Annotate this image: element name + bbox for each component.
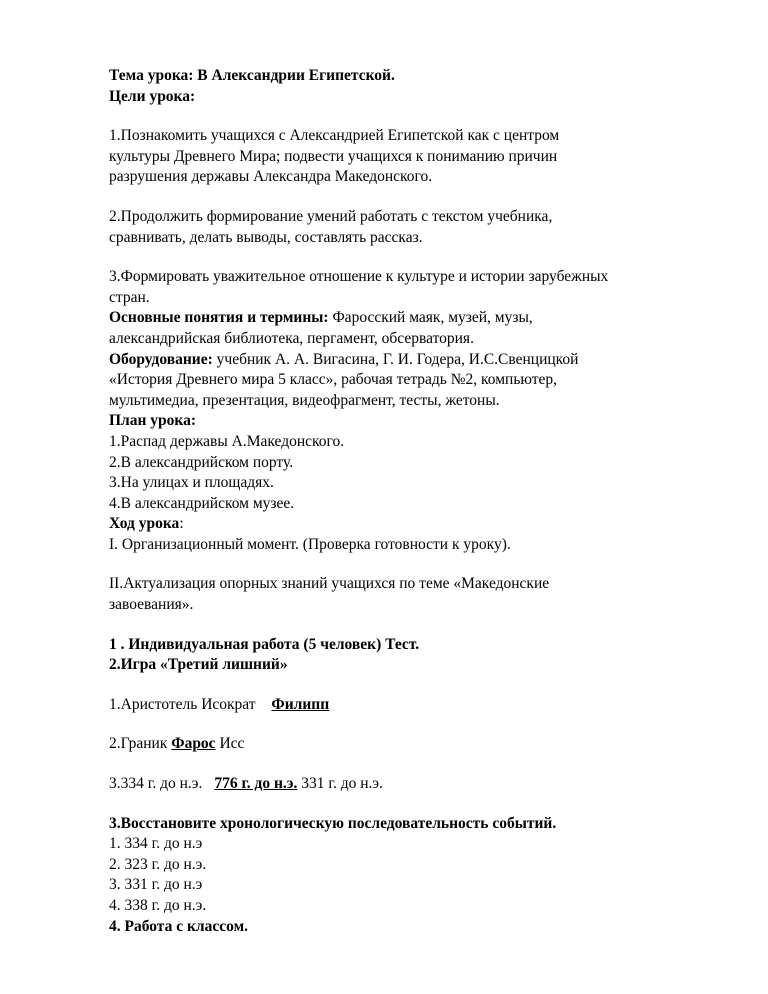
plan-heading: План урока: xyxy=(109,412,197,430)
course-colon: : xyxy=(179,515,184,533)
odd-options: 3.334 г. до н.э. xyxy=(109,775,203,793)
equipment-paragraph xyxy=(109,350,709,371)
stage-2-cont: завоевания». xyxy=(109,596,194,614)
plan-item: 4.В александрийском музее. xyxy=(109,494,295,512)
stage-1: I. Организационный момент. (Проверка готовности к уроку). xyxy=(109,535,511,553)
odd-answer: Фарос xyxy=(171,735,216,753)
goals-heading: Цели урока: xyxy=(109,87,196,105)
concepts-paragraph xyxy=(109,308,709,329)
chronology-item: 1. 334 г. до н.э xyxy=(109,835,203,853)
concepts-text: Фаросский маяк, музей, музы, xyxy=(328,309,533,327)
chronology-item: 3. 331 г. до н.э xyxy=(109,876,203,894)
plan-item: 2.В александрийском порту. xyxy=(109,453,294,471)
concepts-label: Основные понятия и термины: xyxy=(109,309,329,327)
task-1: 1 . Индивидуальная работа (5 человек) Тест. xyxy=(109,635,420,653)
goal-line: 1.Познакомить учащихся с Александрией Египетской как с центром xyxy=(109,127,560,145)
odd-options: 1.Аристотель Исократ xyxy=(109,695,260,713)
odd-options: 2.Граник xyxy=(109,735,172,753)
chronology-heading: 3.Восстановите хронологическую последовательность событий. xyxy=(109,814,557,832)
equipment-text: учебник А. А. Вигасина, Г. И. Годера, И.С.Свенцицкой xyxy=(212,350,579,368)
goal-line: 3.Формировать уважительное отношение к культуре и истории зарубежных xyxy=(109,268,609,286)
odd-answer: Филипп xyxy=(271,695,330,713)
odd-one-out-row xyxy=(109,734,709,755)
goal-line: 2.Продолжить формирование умений работать с текстом учебника, xyxy=(109,207,553,225)
equipment-text-cont: «История Древнего мира 5 класс», рабочая тетрадь №2, компьютер, xyxy=(109,371,558,389)
plan-item: 3.На улицах и площадях. xyxy=(109,474,274,492)
plan-item: 1.Распад державы А.Македонского. xyxy=(109,432,345,450)
odd-options: Исс xyxy=(215,735,245,753)
odd-answer: 776 г. до н.э. xyxy=(214,775,298,793)
goal-line: сравнивать, делать выводы, составлять рассказ. xyxy=(109,228,423,246)
chronology-item: 4. 338 г. до н.э. xyxy=(109,897,207,914)
stage-2: II.Актуализация опорных знаний учащихся по теме «Македонские xyxy=(109,575,550,593)
goal-3 xyxy=(109,267,709,308)
goal-2 xyxy=(109,207,709,248)
goal-line: стран. xyxy=(109,288,150,306)
goal-1 xyxy=(109,126,709,188)
task-2: 2.Игра «Третий лишний» xyxy=(109,656,288,674)
concepts-text-cont: александрийская библиотека, пергамент, обсерватория. xyxy=(109,329,474,347)
course-heading: Ход урока xyxy=(109,515,180,533)
odd-one-out-row xyxy=(109,695,709,716)
lesson-topic: Тема урока: В Александрии Египетской. xyxy=(109,67,395,84)
document-page xyxy=(109,66,709,937)
goal-line: разрушения державы Александра Македонского. xyxy=(109,168,433,186)
odd-options: 331 г. до н.э. xyxy=(297,775,383,793)
course-heading-line xyxy=(109,514,709,535)
equipment-label: Оборудование: xyxy=(109,350,213,368)
equipment-text-cont: мультимедиа, презентация, видеофрагмент, тесты, жетоны. xyxy=(109,391,500,409)
goal-line: культуры Древнего Мира; подвести учащихся к пониманию причин xyxy=(109,147,558,165)
chronology-item: 2. 323 г. до н.э. xyxy=(109,855,207,873)
class-work: 4. Работа с классом. xyxy=(109,917,249,935)
odd-one-out-row xyxy=(109,774,709,795)
